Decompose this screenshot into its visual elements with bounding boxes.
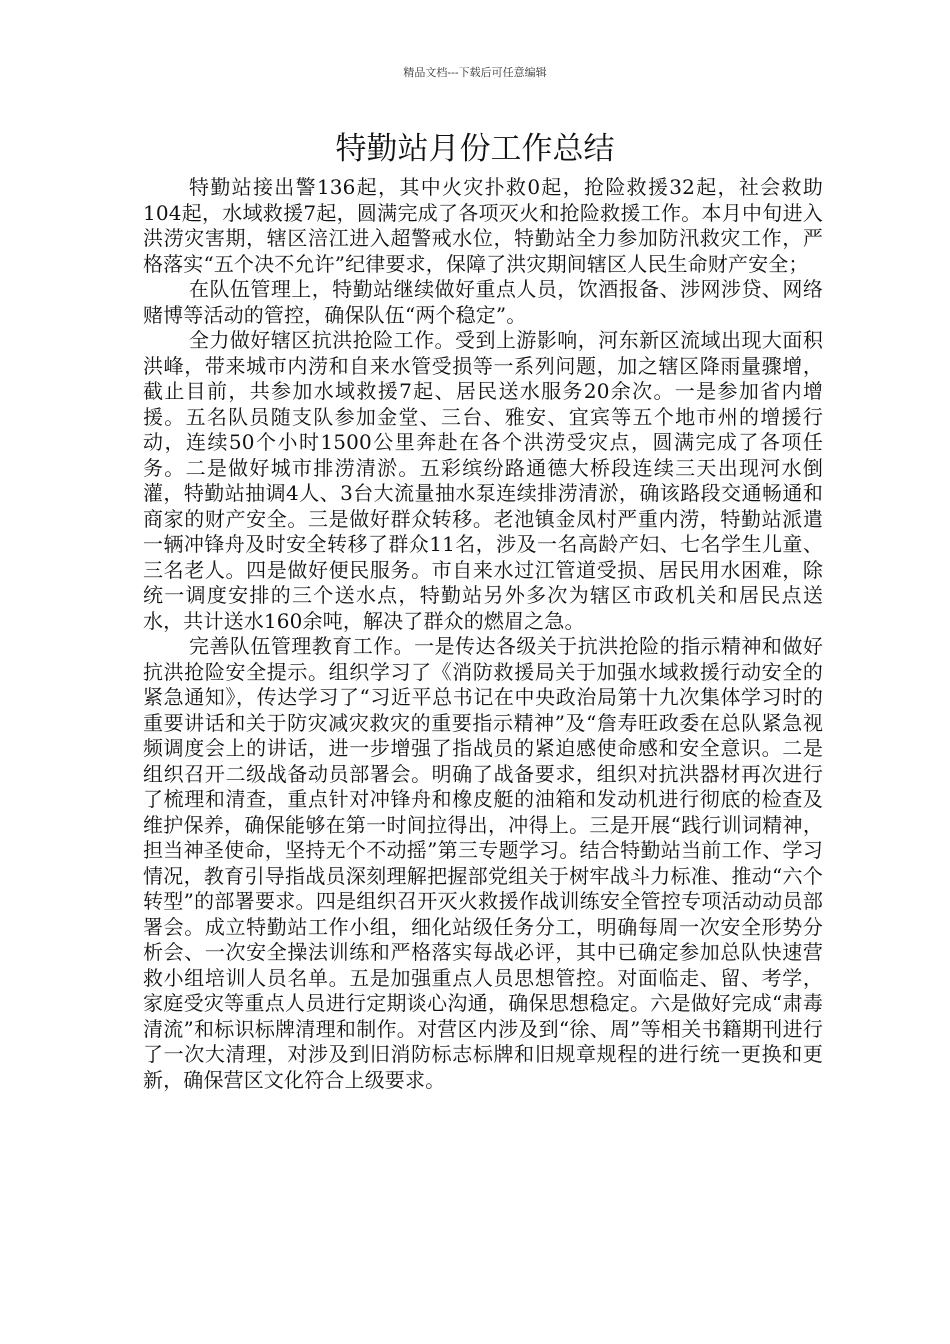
paragraph-flood-rescue: 全力做好辖区抗洪抢险工作。受到上游影响，河东新区流域出现大面积洪峰，带来城市内涝和自来水管受损等一系列问题，加之辖区降雨量骤增，截止目前，共参加水域救援7起、居民送水服务20余次。一是参加省内增援。五名队员随支队参加金堂、三台、雅安、宜宾等五个地市州的增援行动，连续50个小时1500公里奔赴在各个洪涝受灾点，圆满完成了各项任务。二是做好城市排涝清淤。五彩缤纷路通德大桥段连续三天出现河水倒灌，特勤站抽调4人、3台大流量抽水泵连续排涝清淤，确该路段交通畅通和商家的财产安全。三是做好群众转移。老池镇金凤村严重内涝，特勤站派遣一辆冲锋舟及时安全转移了群众11名，涉及一名高龄产妇、七名学生儿童、三名老人。四是做好便民服务。市自来水过江管道受损、居民用水困难，除统一调度安排的三个送水点，特勤站另外多次为辖区市政机关和居民点送水，共计送水160余吨，解决了群众的燃眉之急。 [143, 328, 823, 633]
document-title: 特勤站月份工作总结 [335, 131, 615, 167]
paragraph-summary: 特勤站接出警136起，其中火灾扑救0起，抢险救援32起，社会救助104起，水域救援7起，圆满完成了各项灭火和抢险救援工作。本月中旬进入洪涝灾害期，辖区涪江进入超警戒水位，特勤站全力参加防汛救灾工作，严格落实“五个决不允许”纪律要求，保障了洪灾期间辖区人民生命财产安全； [143, 175, 823, 276]
paragraph-team-management: 在队伍管理上，特勤站继续做好重点人员，饮酒报备、涉网涉贷、网络赌博等活动的管控，确保队伍“两个稳定”。 [143, 277, 823, 327]
paragraph-education: 完善队伍管理教育工作。一是传达各级关于抗洪抢险的指示精神和做好抗洪抢险安全提示。组织学习了《消防救援局关于加强水域救援行动安全的紧急通知》，传达学习了“习近平总书记在中央政治局第十九次集体学习时的重要讲话和关于防灾减灾救灾的重要指示精神”及“詹寿旺政委在总队紧急视频调度会上的讲话，进一步增强了指战员的紧迫感使命感和安全意识。二是组织召开二级战备动员部署会。明确了战备要求，组织对抗洪器材再次进行了梳理和清查，重点针对冲锋舟和橡皮艇的油箱和发动机进行彻底的检查及维护保养，确保能够在第一时间拉得出，冲得上。三是开展“践行训词精神，担当神圣使命，坚持无个不动摇”第三专题学习。结合特勤站当前工作、学习情况，教育引导指战员深刻理解把握部党组关于树牢战斗力标准、推动“六个转型”的部署要求。四是组织召开灭火救援作战训练安全管控专项活动动员部署会。成立特勤站工作小组，细化站级任务分工，明确每周一次安全形势分析会、一次安全操法训练和严格落实每战必评，其中已确定参加总队快速营救小组培训人员名单。五是加强重点人员思想管控。对面临走、留、考学，家庭受灾等重点人员进行定期谈心沟通，确保思想稳定。六是做好完成“肃毒清流”和标识标牌清理和制作。对营区内涉及到“徐、周”等相关书籍期刊进行了一次大清理，对涉及到旧消防标志标牌和旧规章规程的进行统一更换和更新，确保营区文化符合上级要求。 [143, 634, 823, 1092]
header-note: 精品文档---下载后可任意编辑 [403, 66, 547, 79]
document-body [143, 175, 823, 1093]
